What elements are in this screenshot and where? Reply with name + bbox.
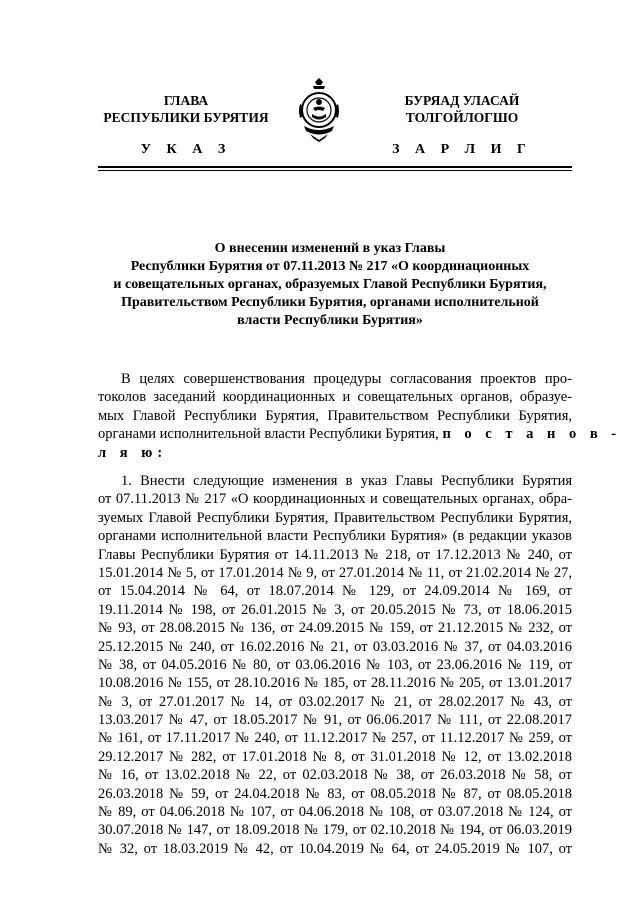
title-line: Республики Бурятия от 07.11.2013 № 217 «О координационных (130, 259, 530, 274)
preamble-line-with-emphasis (98, 425, 622, 443)
clause-line: 15.01.2014 № 5, от 17.01.2014 № 9, от 27.01.2014 № 11, от 21.02.2014 № 27, (98, 564, 572, 581)
lyayu-emphasis: л я ю (98, 444, 158, 461)
postanov-emphasis: п о с т а н о в - (442, 426, 622, 443)
preamble-paragraph (98, 370, 622, 462)
doc-type-left: У К А З (140, 142, 232, 157)
clause-line: органами исполнительной власти Республики Бурятия» (в редакции указов (98, 528, 572, 545)
clause-line: зуемых Главой Республики Бурятия, Правительством Республики Бурятия, (98, 509, 572, 526)
header-right-line1: БУРЯАД УЛАСАЙ (404, 93, 520, 108)
clause-line: № 38, от 04.05.2016 № 80, от 03.06.2016 № 103, от 23.06.2016 № 119, от (98, 656, 572, 673)
clause-line: № 93, от 28.08.2015 № 136, от 24.09.2015 № 159, от 21.12.2015 № 232, от (98, 620, 572, 637)
header-left-line2: РЕСПУБЛИКИ БУРЯТИЯ (103, 110, 269, 125)
header-left-line1: ГЛАВА (163, 93, 209, 108)
title-line: власти Республики Бурятия» (237, 313, 423, 328)
title-line: и совещательных органах, образуемых Главой Республики Бурятия, (113, 277, 547, 292)
clause-line: 26.03.2018 № 59, от 24.04.2018 № 83, от 08.05.2018 № 87, от 08.05.2018 (98, 785, 572, 802)
coat-of-arms-icon (296, 78, 342, 142)
header-divider-thick (98, 166, 572, 168)
header-left (86, 92, 286, 126)
clause-line: 29.12.2017 № 282, от 17.01.2018 № 8, от 31.01.2018 № 12, от 13.02.2018 (98, 748, 572, 765)
clause-line: № 3, от 27.01.2017 № 14, от 03.02.2017 № 21, от 28.02.2017 № 43, от (98, 693, 572, 710)
clause-line: № 32, от 18.03.2019 № 42, от 10.04.2019 № 64, от 24.05.2019 № 107, от (98, 840, 572, 857)
preamble-last-line (98, 444, 572, 462)
clause-line: 13.03.2017 № 47, от 18.05.2017 № 91, от 06.06.2017 № 111, от 22.08.2017 (98, 712, 572, 729)
title-line: О внесении изменений в указ Главы (214, 241, 446, 256)
clause-line: № 89, от 04.06.2018 № 107, от 04.06.2018 № 108, от 03.07.2018 № 124, от (98, 804, 572, 821)
clause-line: Главы Республики Бурятия от 14.11.2013 № 218, от 17.12.2013 № 240, от (98, 546, 572, 563)
clause-line: 10.08.2016 № 155, от 28.10.2016 № 185, от 28.11.2016 № 205, от 13.01.2017 (98, 675, 572, 692)
header-right (362, 92, 562, 126)
clause-line: № 161, от 17.11.2017 № 240, от 11.12.2017 № 257, от 11.12.2017 № 259, от (98, 730, 572, 747)
header-divider-thin (98, 170, 572, 171)
header-right-line2: ТОЛГОЙЛОГШО (405, 110, 519, 125)
emphasis-colon: : (157, 444, 163, 461)
clause-line: от 07.11.2013 № 217 «О координационных и совещательных органах, обра- (98, 491, 572, 508)
clause-line: № 16, от 13.02.2018 № 22, от 02.03.2018 № 38, от 26.03.2018 № 58, от (98, 767, 572, 784)
clause-line: 19.11.2014 № 198, от 26.01.2015 № 3, от 20.05.2015 № 73, от 18.06.2015 (98, 601, 572, 618)
clause-line: 1. Внести следующие изменения в указ Главы Республики Бурятия (121, 473, 572, 489)
clause-1-paragraph (98, 472, 572, 858)
preamble-line: В целях совершенствования процедуры согласования проектов про- (121, 371, 572, 387)
clause-line: 30.07.2018 № 147, от 18.09.2018 № 179, от 02.10.2018 № 194, от 06.03.2019 (98, 822, 572, 839)
document-title (60, 240, 600, 330)
preamble-line: мых Главой Республики Бурятия, Правительством Республики Бурятия, (98, 407, 572, 424)
clause-line: от 15.04.2014 № 64, от 18.07.2014 № 129, от 24.09.2014 № 169, от (98, 583, 572, 600)
preamble-line: токолов заседаний координационных и совещательных органов, образуе- (98, 389, 572, 406)
doc-type-right: З А Р Л И Г (392, 142, 532, 157)
clause-line: 25.12.2015 № 240, от 16.02.2016 № 21, от 03.03.2016 № 37, от 04.03.2016 (98, 638, 572, 655)
title-line: Правительством Республики Бурятия, органами исполнительной (121, 295, 539, 310)
preamble-line: органами исполнительной власти Республики Бурятия, (98, 426, 439, 443)
